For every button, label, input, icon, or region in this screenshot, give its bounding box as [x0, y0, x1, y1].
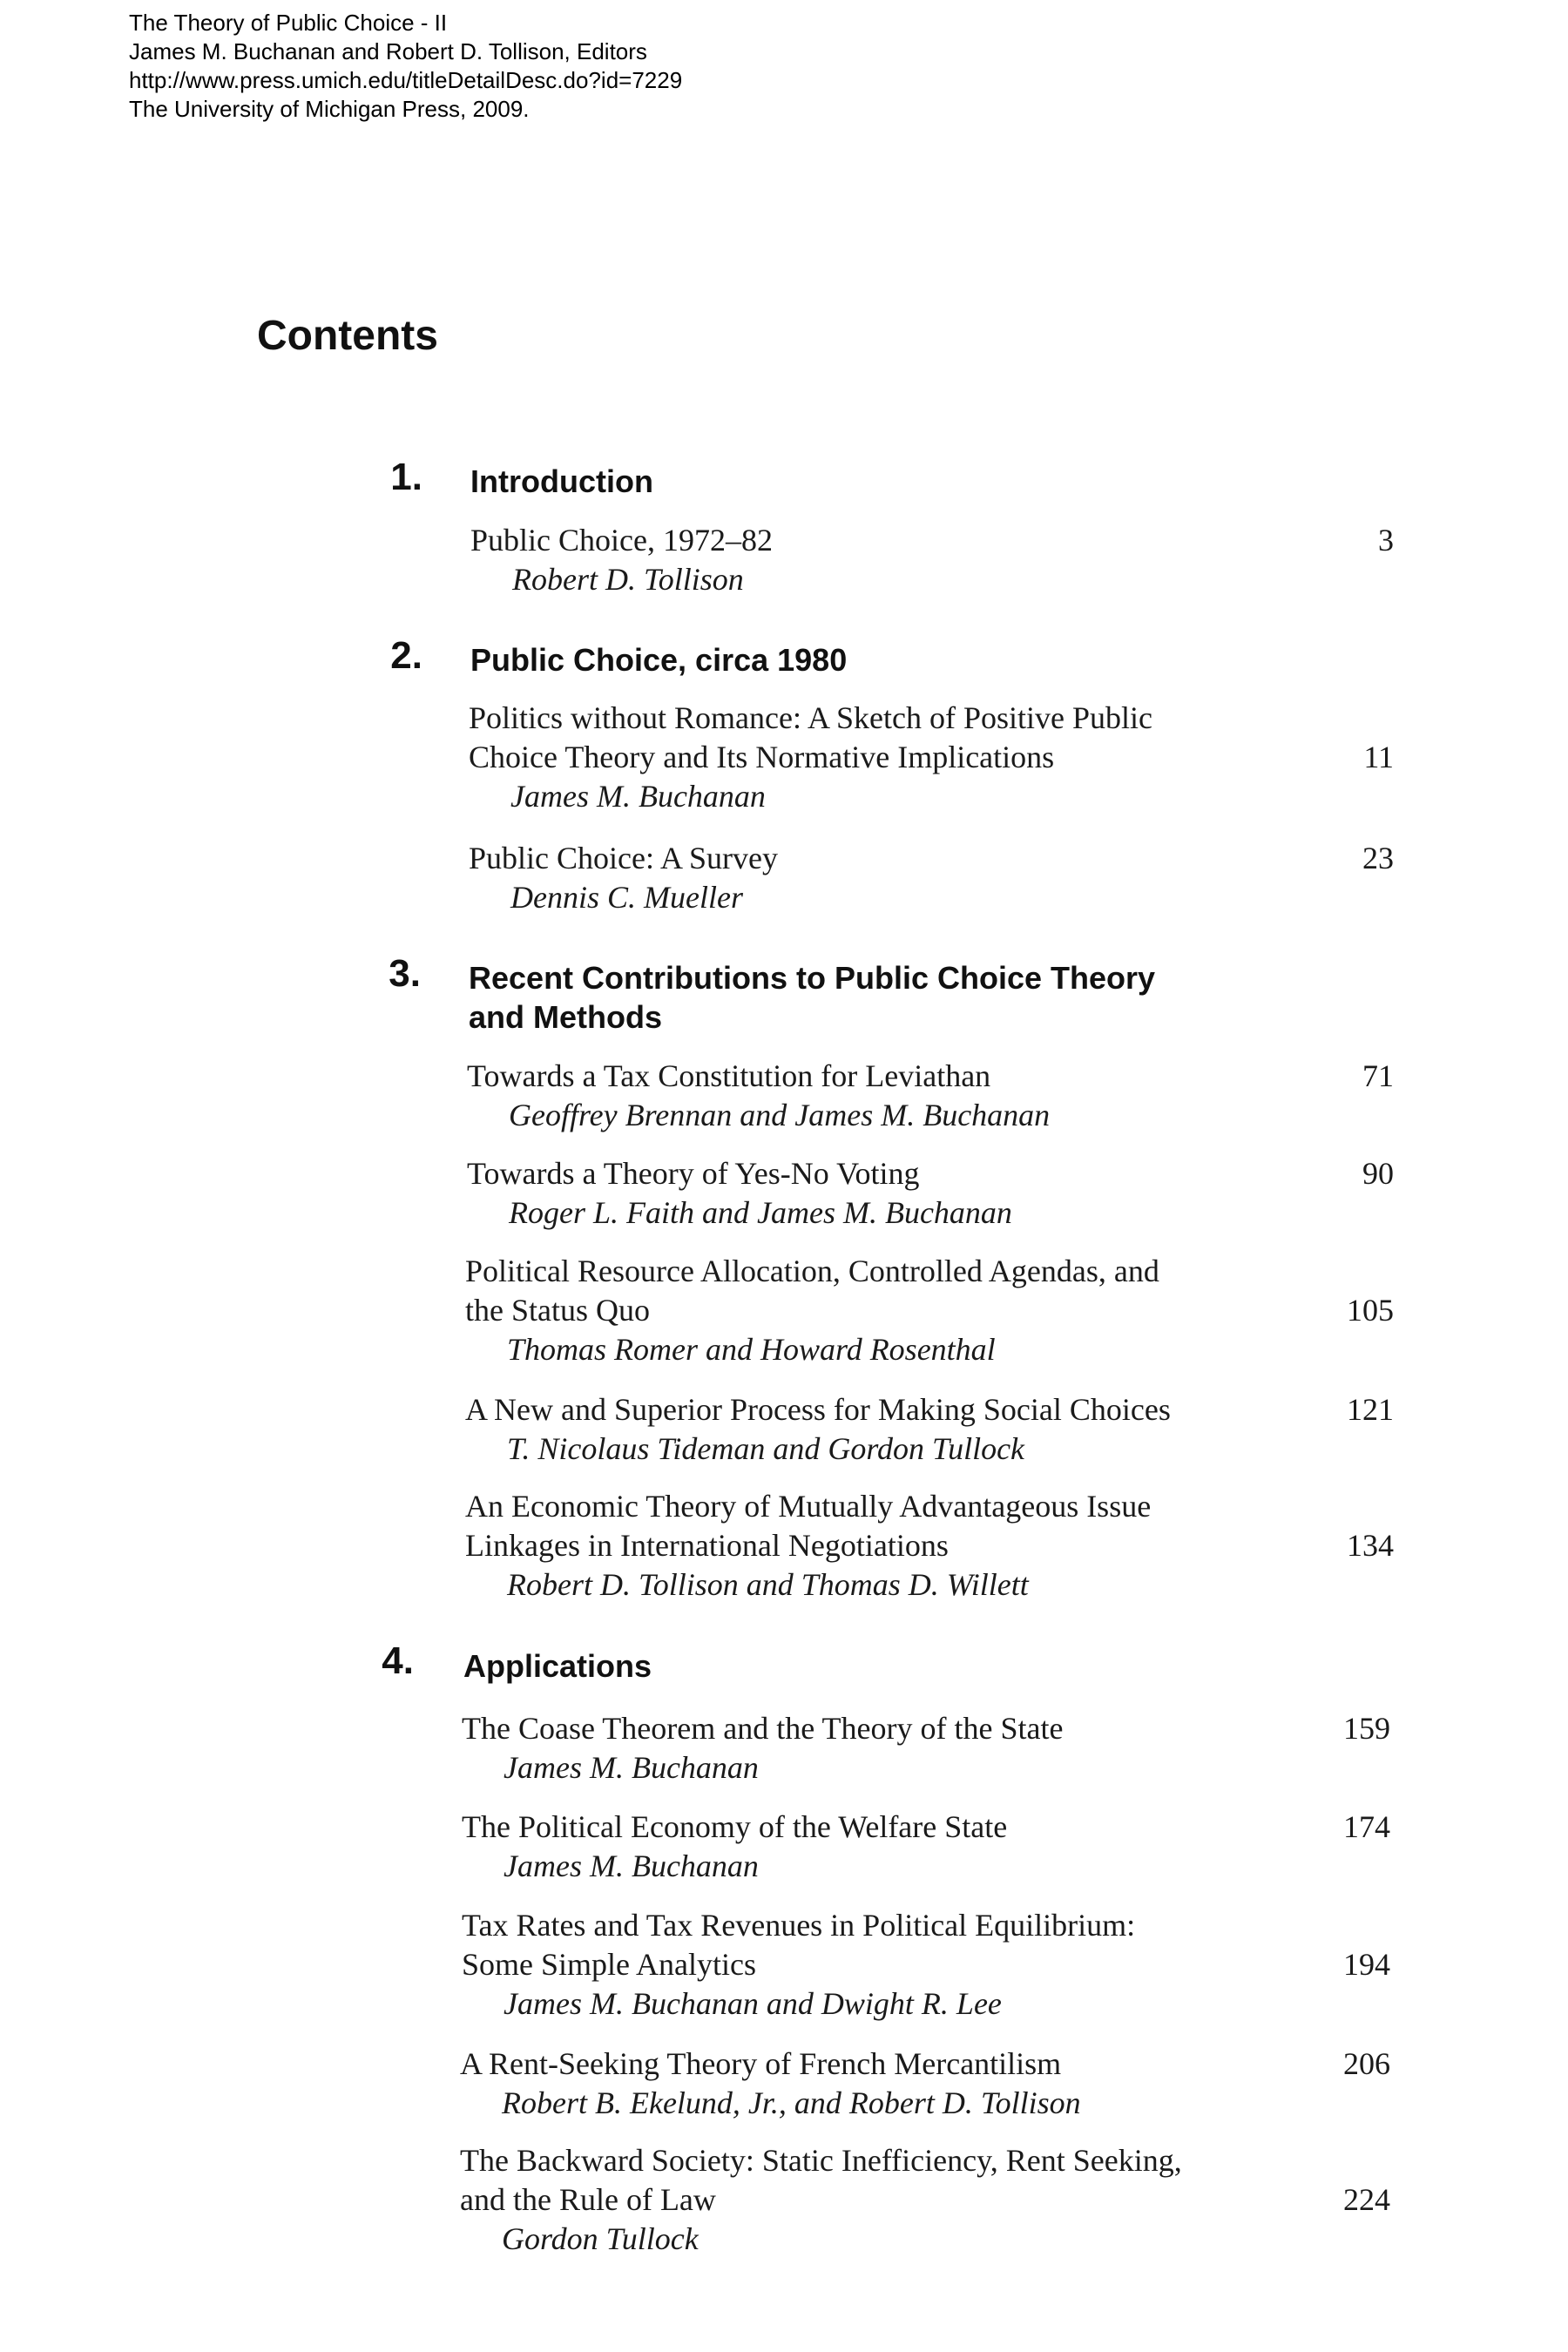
entry-author: Geoffrey Brennan and James M. Buchanan — [509, 1098, 1051, 1132]
entry-title: Public Choice, 1972–82 — [470, 523, 773, 558]
toc-entry[interactable] — [465, 1487, 1394, 1605]
entry-author: Dennis C. Mueller — [510, 880, 743, 915]
entry-author: Roger L. Faith and James M. Buchanan — [509, 1195, 1012, 1230]
entry-title: Political Resource Allocation, Controlled Agendas, and the Status Quo — [465, 1254, 1159, 1328]
entry-author: James M. Buchanan and Dwight R. Lee — [504, 1986, 1002, 2021]
entry-title: Tax Rates and Tax Revenues in Political Equilibrium: Some Simple Analytics — [462, 1908, 1136, 1982]
entry-author: Robert D. Tollison — [512, 562, 744, 597]
entry-page-number: 105 — [1347, 1293, 1394, 1328]
toc-entry[interactable] — [465, 1252, 1394, 1369]
entry-author: Robert D. Tollison and Thomas D. Willett — [507, 1567, 1029, 1602]
page-title: Contents — [257, 313, 438, 359]
entry-author: James M. Buchanan — [504, 1750, 759, 1785]
toc-entry[interactable] — [469, 699, 1394, 816]
toc-entry[interactable] — [460, 2044, 1390, 2123]
part-number: 4. — [382, 1639, 414, 1682]
entry-title: Towards a Theory of Yes-No Voting — [467, 1156, 920, 1191]
publisher-url-line: http://www.press.umich.edu/titleDetailDesc.do?id=7229 — [129, 67, 683, 93]
entry-title: A New and Superior Process for Making Social Choices — [465, 1392, 1171, 1427]
entry-author: T. Nicolaus Tideman and Gordon Tullock — [507, 1431, 1025, 1466]
part-number: 1. — [390, 456, 422, 498]
entry-page-number: 71 — [1362, 1058, 1394, 1093]
toc-entry[interactable] — [462, 1808, 1390, 1886]
entry-author: James M. Buchanan — [504, 1848, 759, 1883]
entry-page-number: 134 — [1347, 1528, 1394, 1563]
book-title-line: The Theory of Public Choice - II — [129, 10, 448, 36]
editors-line: James M. Buchanan and Robert D. Tollison, Editors — [129, 38, 647, 64]
entry-page-number: 90 — [1362, 1156, 1394, 1191]
toc-entry[interactable] — [462, 1906, 1390, 2024]
entry-title: A Rent-Seeking Theory of French Mercantilism — [460, 2046, 1062, 2081]
entry-title: Politics without Romance: A Sketch of Positive Public Choice Theory and Its Normative Implications — [469, 700, 1152, 774]
part-number: 2. — [390, 634, 422, 677]
entry-title: An Economic Theory of Mutually Advantageous Issue Linkages in International Negotiations — [465, 1489, 1152, 1563]
part-number: 3. — [389, 952, 421, 995]
toc-entry[interactable] — [469, 839, 1394, 917]
toc-entry[interactable] — [470, 521, 1394, 599]
publisher-line: The University of Michigan Press, 2009. — [129, 96, 530, 122]
entry-page-number: 11 — [1363, 740, 1394, 774]
entry-page-number: 194 — [1343, 1947, 1390, 1982]
part-title: Applications — [463, 1648, 652, 1684]
entry-page-number: 159 — [1343, 1711, 1390, 1746]
entry-title: Public Choice: A Survey — [469, 841, 778, 875]
source-citation-header — [129, 9, 682, 124]
entry-page-number: 121 — [1347, 1392, 1394, 1427]
entry-title: The Backward Society: Static Inefficiency, Rent Seeking, and the Rule of Law — [460, 2143, 1182, 2217]
entry-title: Towards a Tax Constitution for Leviathan — [467, 1058, 991, 1093]
entry-page-number: 174 — [1343, 1809, 1390, 1844]
toc-entry[interactable] — [462, 1709, 1390, 1788]
entry-page-number: 224 — [1343, 2182, 1390, 2217]
entry-author: Thomas Romer and Howard Rosenthal — [507, 1332, 996, 1367]
part-title: Introduction — [470, 463, 653, 499]
part-title: Recent Contributions to Public Choice Theory and Methods — [469, 960, 1156, 1035]
toc-entry[interactable] — [467, 1154, 1394, 1233]
entry-author: Gordon Tullock — [502, 2221, 699, 2256]
entry-title: The Political Economy of the Welfare State — [462, 1809, 1008, 1844]
entry-author: James M. Buchanan — [510, 779, 766, 814]
toc-entry[interactable] — [465, 1390, 1394, 1469]
toc-entry[interactable] — [460, 2141, 1390, 2259]
entry-page-number: 3 — [1378, 523, 1394, 558]
entry-author: Robert B. Ekelund, Jr., and Robert D. Tollison — [502, 2085, 1081, 2120]
entry-title: The Coase Theorem and the Theory of the State — [462, 1711, 1064, 1746]
part-title: Public Choice, circa 1980 — [470, 642, 848, 678]
entry-page-number: 23 — [1362, 841, 1394, 875]
entry-page-number: 206 — [1343, 2046, 1390, 2081]
toc-entry[interactable] — [467, 1057, 1394, 1135]
